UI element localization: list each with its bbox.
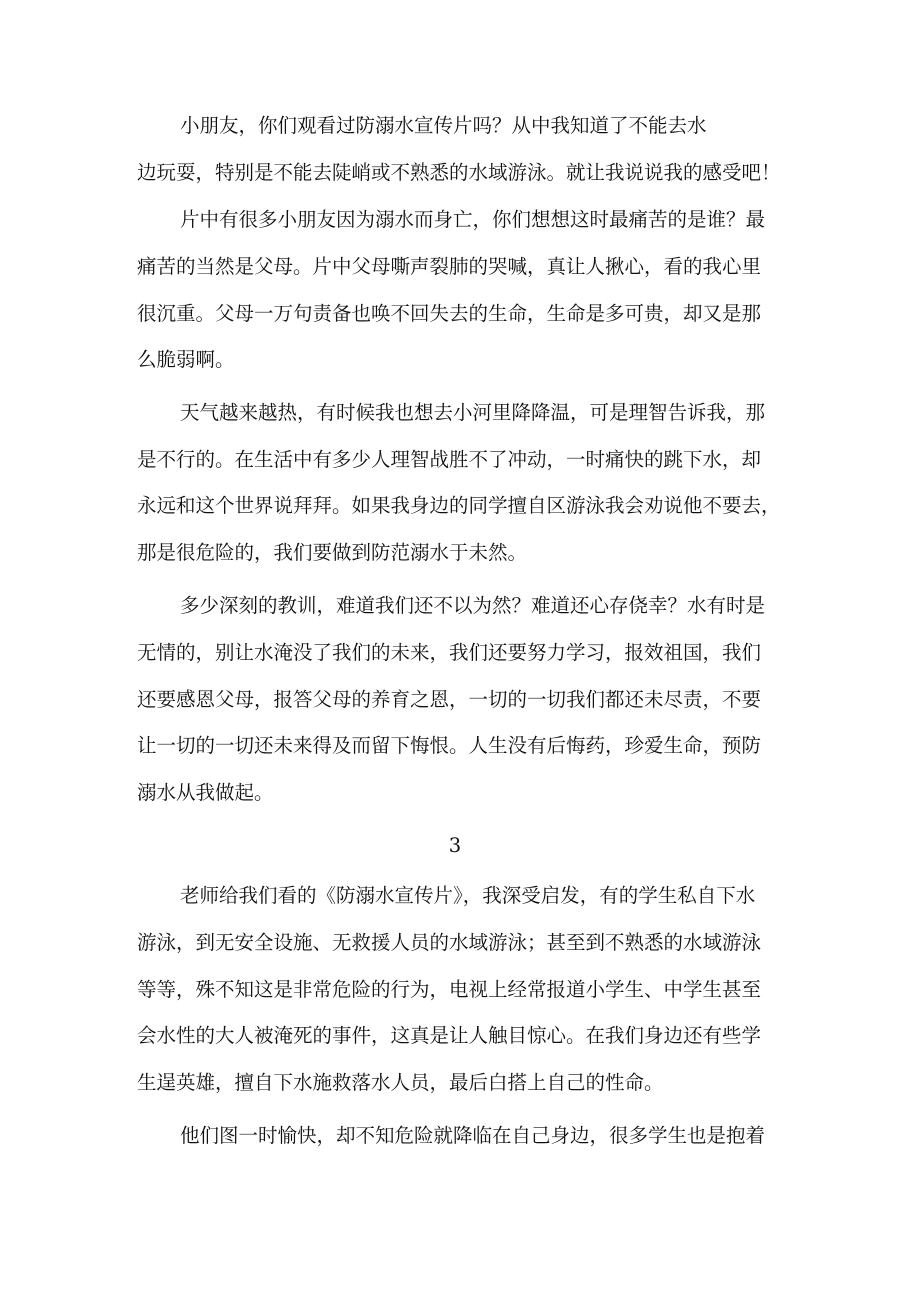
paragraph-2-line-1: 片中有很多小朋友因为溺水而身亡，你们想想这时最痛苦的是谁？最: [180, 208, 766, 231]
section-number: 3: [448, 834, 462, 857]
paragraph-4-line-3: 还要感恩父母，报答父母的养育之恩，一切的一切我们都还未尽责，不要: [137, 688, 762, 711]
paragraph-4-line-2: 无情的，别让水淹没了我们的未来，我们还要努力学习，报效祖国，我们: [137, 641, 762, 664]
paragraph-2-line-2: 痛苦的当然是父母。片中父母嘶声裂肺的哭喊，真让人揪心，看的我心里: [137, 255, 762, 278]
paragraph-3-line-2: 是不行的。在生活中有多少人理智战胜不了冲动，一时痛快的跳下水，却: [137, 448, 762, 471]
paragraph-3-line-1: 天气越来越热，有时候我也想去小河里降降温，可是理智告诉我，那: [180, 401, 766, 424]
paragraph-4-line-5: 溺水从我做起。: [137, 781, 274, 804]
paragraph-4-line-1: 多少深刻的教训，难道我们还不以为然？难道还心存侥幸？水有时是: [180, 594, 766, 617]
paragraph-1-line-2: 边玩耍，特别是不能去陡峭或不熟悉的水域游泳。就让我说说我的感受吧！: [137, 161, 781, 184]
paragraph-2-line-3: 很沉重。父母一万句责备也唤不回失去的生命，生命是多可贵，却又是那: [137, 302, 762, 325]
paragraph-5-line-2: 游泳，到无安全设施、无救援人员的水域游泳；甚至到不熟悉的水域游泳: [137, 931, 762, 954]
paragraph-5-line-3: 等等，殊不知这是非常危险的行为，电视上经常报道小学生、中学生甚至: [137, 978, 762, 1001]
paragraph-2-line-4: 么脆弱啊。: [137, 348, 235, 371]
paragraph-5-line-5: 生逞英雄，擅自下水施救落水人员，最后白搭上自己的性命。: [137, 1071, 664, 1094]
paragraph-4-line-4: 让一切的一切还未来得及而留下悔恨。人生没有后悔药，珍爱生命，预防: [137, 734, 762, 757]
paragraph-3-line-3: 永远和这个世界说拜拜。如果我身边的同学擅自区游泳我会劝说他不要去，: [137, 494, 781, 517]
paragraph-5-line-1: 老师给我们看的《防溺水宣传片》，我深受启发，有的学生私自下水: [180, 884, 756, 907]
paragraph-5-line-4: 会水性的大人被淹死的事件，这真是让人触目惊心。在我们身边还有些学: [137, 1024, 762, 1047]
paragraph-3-line-4: 那是很危险的，我们要做到防范溺水于未然。: [137, 541, 528, 564]
paragraph-1-line-1: 小朋友，你们观看过防溺水宣传片吗？从中我知道了不能去水: [180, 114, 707, 137]
paragraph-6-line-1: 他们图一时愉快，却不知危险就降临在自己身边，很多学生也是抱着: [180, 1124, 766, 1147]
